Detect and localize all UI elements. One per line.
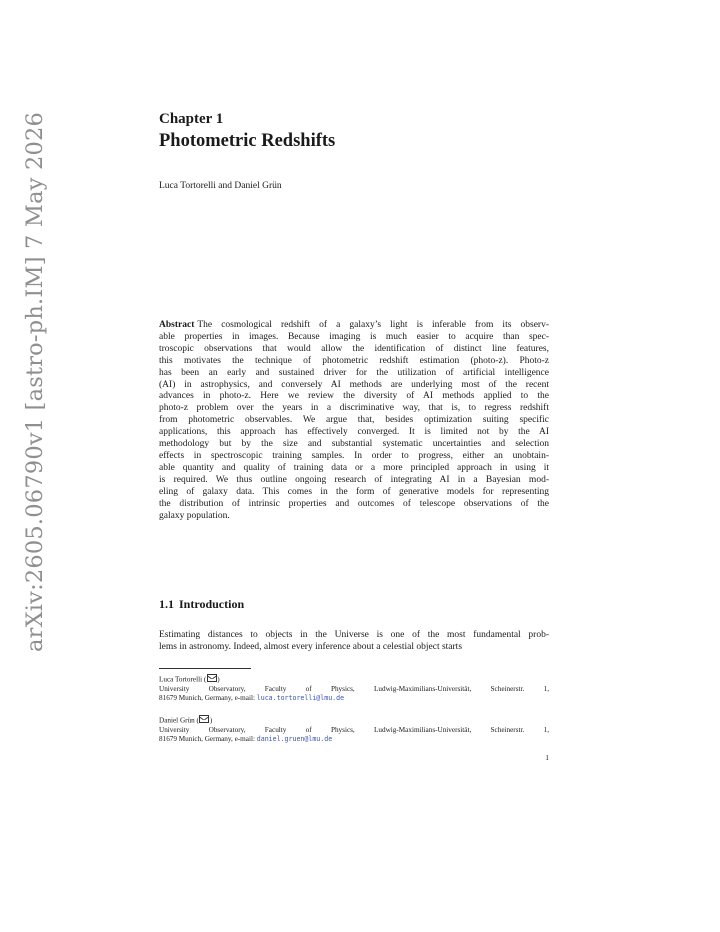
section-number: 1.1 xyxy=(159,597,174,611)
abstract xyxy=(159,320,549,522)
abstract-line: advances in photo-z. Here we review the diversity of AI methods applied to the xyxy=(159,391,549,402)
footnote-address: 81679 Munich, Germany, e-mail: xyxy=(159,693,257,702)
footnote-address: 81679 Munich, Germany, e-mail: xyxy=(159,734,257,743)
abstract-line: able properties in images. Because imaging is much easier to acquire than spec- xyxy=(159,331,549,342)
abstract-line: is required. We thus outline ongoing research of integrating AI in a Bayesian mod- xyxy=(159,474,549,485)
abstract-label: Abstract xyxy=(159,320,195,330)
abstract-line: The cosmological redshift of a galaxy’s light is inferable from its observ- xyxy=(197,320,549,330)
footnote-author-1 xyxy=(159,674,549,703)
introduction-body xyxy=(159,630,549,654)
footnote-affiliation: University Observatory, Faculty of Physics, Ludwig-Maximilians-Universität, Scheinerstr. 1, xyxy=(159,684,549,693)
abstract-line: able quantity and quality of training data or a more principled approach in using it xyxy=(159,462,549,473)
email-link[interactable]: daniel.gruen@lmu.de xyxy=(256,734,333,743)
author-list: Luca Tortorelli and Daniel Grün xyxy=(159,181,282,191)
intro-line: Estimating distances to objects in the Universe is one of the most fundamental prob- xyxy=(159,630,549,640)
page-number: 1 xyxy=(545,753,549,762)
section-heading xyxy=(159,597,549,611)
abstract-line: this motivates the technique of photometric redshift estimation (photo-z). Photo-z xyxy=(159,355,549,366)
footnote-author-name: Luca Tortorelli ( xyxy=(159,675,207,684)
abstract-line: eling of galaxy data. This comes in the form of generative models for representing xyxy=(159,486,549,497)
chapter-title: Photometric Redshifts xyxy=(159,131,336,151)
intro-line: lems in astronomy. Indeed, almost every inference about a celestial object starts xyxy=(159,641,463,652)
footnote-name-close: ) xyxy=(209,716,213,725)
abstract-line: effects in spectroscopic training samples. In order to progress, either an unobtain- xyxy=(159,450,549,461)
footnote-name-close: ) xyxy=(217,675,220,684)
abstract-line: has been an early and sustained driver for the utilization of artificial intelligence xyxy=(159,367,549,378)
abstract-line: applications, this approach has effectively converged. It is limited not by the AI xyxy=(159,427,549,438)
envelope-icon xyxy=(207,674,220,684)
arxiv-identifier-stamp: arXiv:2605.06790v1 [astro-ph.IM] 7 May 2026 xyxy=(22,111,48,652)
footnote-affiliation: University Observatory, Faculty of Physics, Ludwig-Maximilians-Universität, Scheinerstr. 1, xyxy=(159,725,549,734)
email-link[interactable]: luca.tortorelli@lmu.de xyxy=(256,693,345,702)
abstract-line: from photometric observables. We argue that, besides optimization suiting specific xyxy=(159,415,549,426)
abstract-line: methodology but by the size and substantial systematic uncertainties and selection xyxy=(159,439,549,450)
abstract-line: troscopic observations that would allow the identification of distinct line features, xyxy=(159,343,549,354)
section-title: Introduction xyxy=(179,597,245,611)
chapter-label: Chapter 1 xyxy=(159,111,224,127)
abstract-line: (AI) in astrophysics, and conversely AI methods are underlying most of the recent xyxy=(159,379,549,390)
envelope-icon xyxy=(199,715,209,723)
footnote-author-name: Daniel Grün ( xyxy=(159,716,199,725)
footnote-author-2 xyxy=(159,715,549,744)
abstract-line: the distribution of intrinsic properties and outcomes of telescope observations of the xyxy=(159,498,549,509)
abstract-line: galaxy population. xyxy=(159,510,230,521)
footnote-rule xyxy=(159,668,251,669)
abstract-line: photo-z problem over the years in a discriminative way, that is, to regress redshift xyxy=(159,403,549,414)
